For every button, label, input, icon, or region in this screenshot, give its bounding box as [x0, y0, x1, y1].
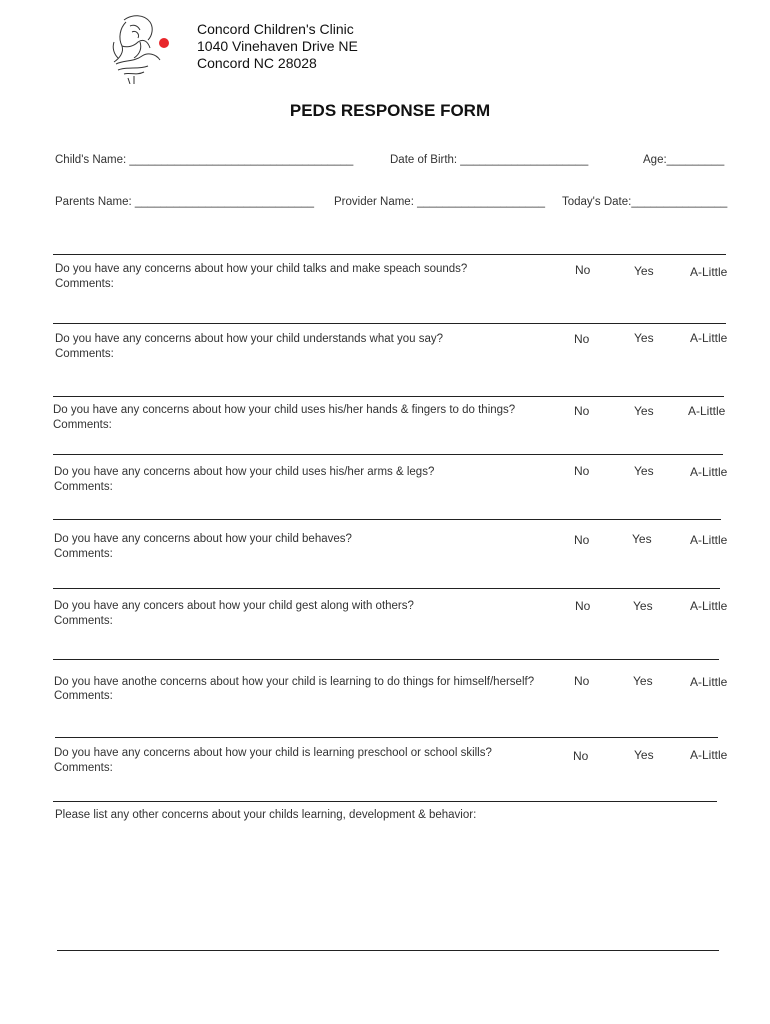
- question-6-yes[interactable]: Yes: [633, 599, 653, 613]
- parents-name-field[interactable]: Parents Name: ____________________________: [55, 196, 314, 208]
- question-1-a-little[interactable]: A-Little: [690, 265, 728, 279]
- divider: [53, 396, 724, 397]
- question-4-text: Do you have any concerns about how your child uses his/her arms & legs?: [54, 466, 435, 478]
- divider: [53, 588, 720, 589]
- todays-date-field[interactable]: Today's Date:_______________: [562, 196, 728, 208]
- question-7-text: Do you have anothe concerns about how your child is learning to do things for himself/herself?: [54, 676, 535, 688]
- question-5-comments: Comments:: [54, 548, 113, 560]
- clinic-address-line1: 1040 Vinehaven Drive NE: [197, 38, 358, 54]
- question-4-a-little[interactable]: A-Little: [690, 465, 728, 479]
- question-3-no[interactable]: No: [574, 404, 590, 418]
- divider: [53, 254, 726, 255]
- question-6-a-little[interactable]: A-Little: [690, 599, 728, 613]
- question-5-no[interactable]: No: [574, 533, 590, 547]
- divider: [53, 519, 721, 520]
- question-7-a-little[interactable]: A-Little: [690, 675, 728, 689]
- question-8-text: Do you have any concerns about how your child is learning preschool or school skills?: [54, 747, 492, 759]
- question-4-yes[interactable]: Yes: [634, 464, 654, 478]
- question-2-text: Do you have any concerns about how your child understands what you say?: [55, 333, 444, 345]
- age-field[interactable]: Age:_________: [643, 154, 725, 166]
- question-5-yes[interactable]: Yes: [632, 532, 652, 546]
- question-6-comments: Comments:: [54, 615, 113, 627]
- child-name-field[interactable]: Child's Name: ___________________________________: [55, 154, 354, 166]
- question-3-text: Do you have any concerns about how your child uses his/her hands & fingers to do things?: [53, 404, 516, 416]
- clinic-logo-icon: [104, 12, 176, 84]
- question-3-yes[interactable]: Yes: [634, 404, 654, 418]
- question-4-comments: Comments:: [54, 481, 113, 493]
- question-3-a-little[interactable]: A-Little: [688, 404, 726, 418]
- other-concerns-answer-line[interactable]: [57, 950, 719, 951]
- question-2-no[interactable]: No: [574, 332, 590, 346]
- question-3-comments: Comments:: [53, 419, 112, 431]
- divider: [53, 323, 726, 324]
- question-1-yes[interactable]: Yes: [634, 264, 654, 278]
- question-8-a-little[interactable]: A-Little: [690, 748, 728, 762]
- question-5-a-little[interactable]: A-Little: [690, 533, 728, 547]
- question-6-no[interactable]: No: [575, 599, 591, 613]
- question-5-text: Do you have any concerns about how your child behaves?: [54, 533, 352, 545]
- question-2-yes[interactable]: Yes: [634, 331, 654, 345]
- divider: [53, 454, 723, 455]
- question-8-no[interactable]: No: [573, 749, 589, 763]
- form-title: PEDS RESPONSE FORM: [289, 101, 491, 120]
- question-8-yes[interactable]: Yes: [634, 748, 654, 762]
- clinic-address-line2: Concord NC 28028: [197, 55, 317, 71]
- question-7-comments: Comments:: [54, 690, 113, 702]
- question-2-a-little[interactable]: A-Little: [690, 331, 728, 345]
- provider-name-field[interactable]: Provider Name: ____________________: [334, 196, 545, 208]
- date-of-birth-field[interactable]: Date of Birth: ____________________: [390, 154, 589, 166]
- question-6-text: Do you have any concers about how your child gest along with others?: [54, 600, 414, 612]
- question-7-no[interactable]: No: [574, 674, 590, 688]
- clinic-name: Concord Children's Clinic: [197, 21, 354, 37]
- divider: [55, 737, 718, 738]
- question-4-no[interactable]: No: [574, 464, 590, 478]
- other-concerns-label: Please list any other concerns about your childs learning, development & behavior:: [55, 809, 477, 821]
- question-1-text: Do you have any concerns about how your child talks and make speach sounds?: [55, 263, 468, 275]
- question-2-comments: Comments:: [55, 348, 114, 360]
- question-7-yes[interactable]: Yes: [633, 674, 653, 688]
- question-8-comments: Comments:: [54, 762, 113, 774]
- divider: [53, 801, 717, 802]
- divider: [53, 659, 719, 660]
- question-1-no[interactable]: No: [575, 263, 591, 277]
- question-1-comments: Comments:: [55, 278, 114, 290]
